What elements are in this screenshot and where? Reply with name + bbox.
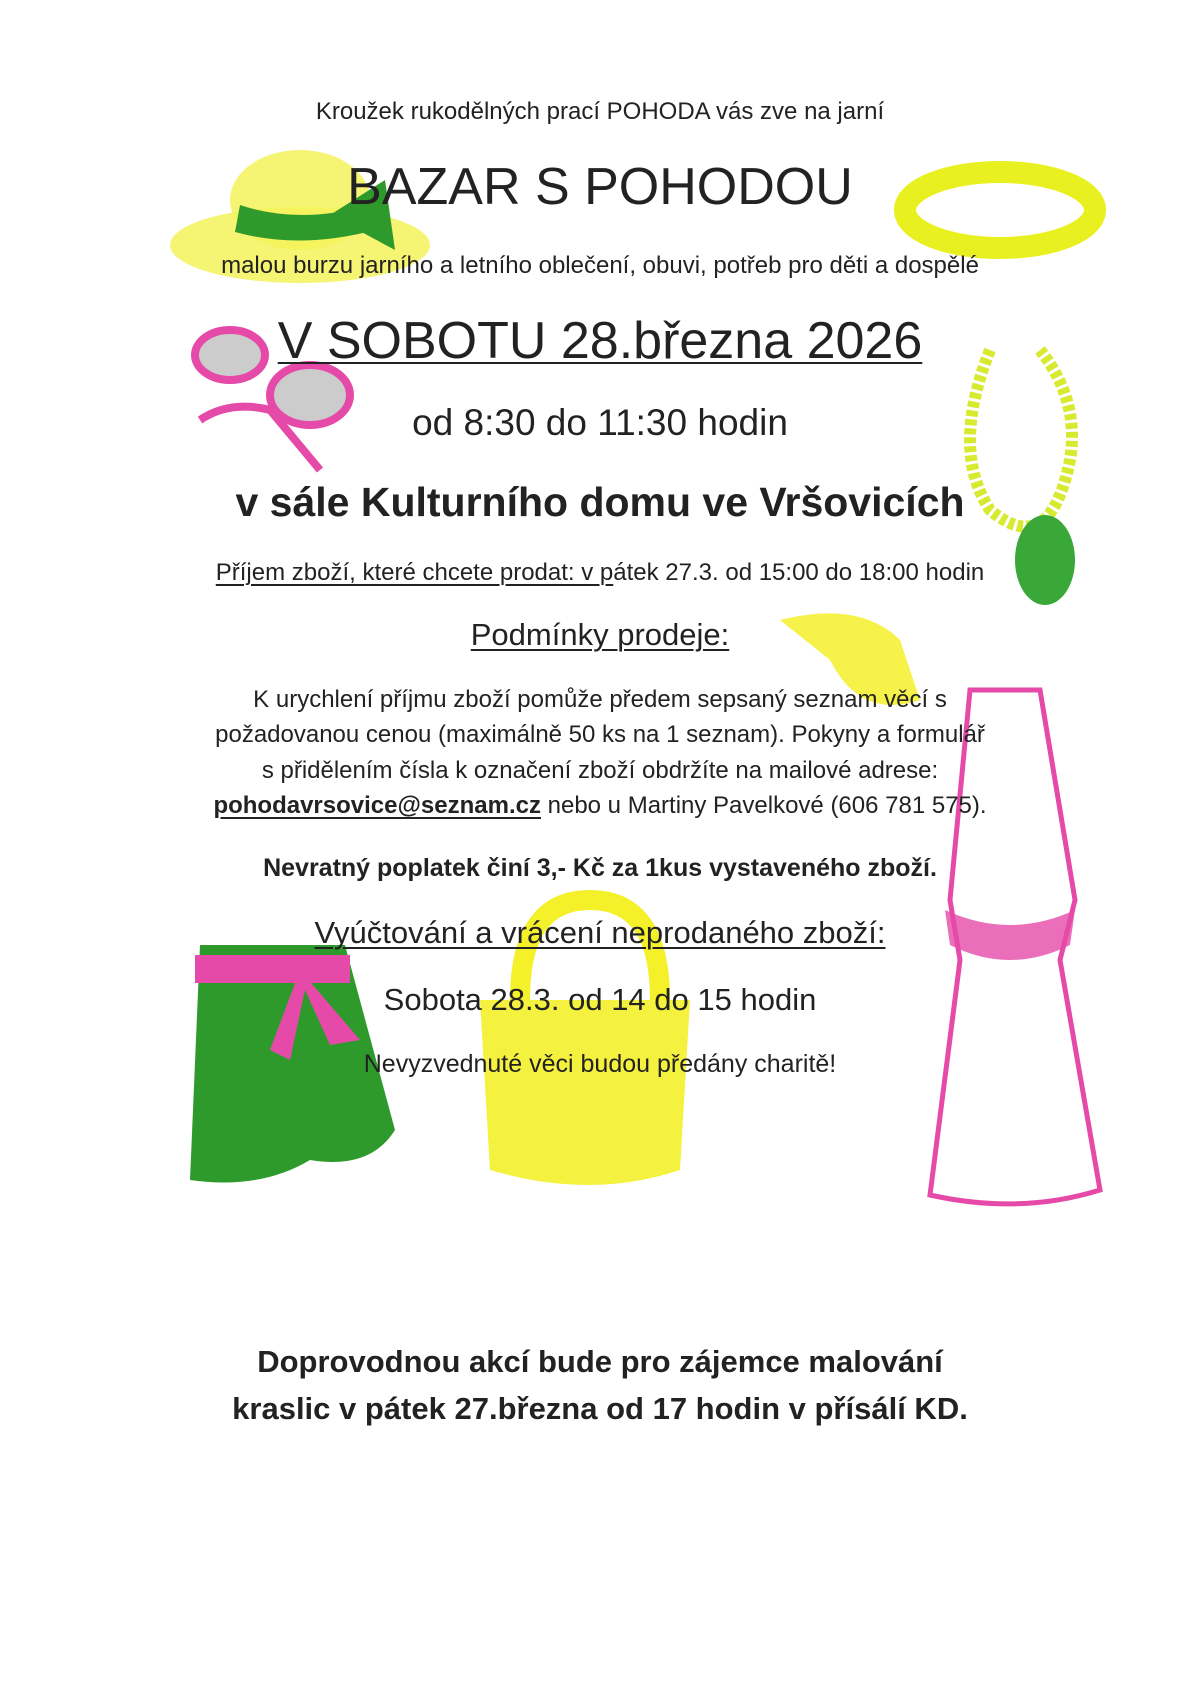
charity-note: Nevyzvednuté věci budou předány charitě! bbox=[363, 1050, 837, 1078]
conditions-line: s přidělením čísla k označení zboží obdržíte na mailové adrese: bbox=[261, 757, 939, 784]
intake-info bbox=[0, 559, 1200, 587]
poster-title: BAZAR S POHODOU bbox=[347, 158, 853, 216]
contact-line bbox=[0, 792, 1200, 820]
conditions-line: požadovanou cenou (maximálně 50 ks na 1 seznam). Pokyny a formulář bbox=[215, 721, 985, 748]
intake-info-underlined: Příjem zboží, které chcete prodat: v p bbox=[215, 559, 614, 586]
fee-info: Nevratný poplatek činí 3,- Kč za 1kus vystaveného zboží. bbox=[263, 854, 937, 882]
event-date: V SOBOTU 28.března 2026 bbox=[277, 312, 923, 370]
contact-rest: nebo u Martiny Pavelkové (606 781 575). bbox=[540, 792, 987, 819]
event-time: od 8:30 do 11:30 hodin bbox=[412, 402, 788, 443]
conditions-heading: Podmínky prodeje: bbox=[470, 617, 730, 652]
conditions-line: K urychlení příjmu zboží pomůže předem sepsaný seznam věcí s bbox=[253, 686, 947, 713]
email-link[interactable]: pohodavrsovice@seznam.cz bbox=[213, 792, 541, 819]
intake-info-rest: átek 27.3. od 15:00 do 18:00 hodin bbox=[613, 559, 985, 586]
settlement-heading: Vyúčtování a vrácení neprodaného zboží: bbox=[314, 915, 886, 950]
subtitle-text: malou burzu jarního a letního oblečení, obuvi, potřeb pro děti a dospělé bbox=[221, 252, 979, 279]
side-event-line: Doprovodnou akcí bude pro zájemce malování bbox=[257, 1344, 943, 1379]
event-venue: v sále Kulturního domu ve Vršovicích bbox=[235, 479, 965, 525]
settlement-time: Sobota 28.3. od 14 do 15 hodin bbox=[383, 982, 817, 1017]
intro-text: Kroužek rukodělných prací POHODA vás zve na jarní bbox=[315, 98, 885, 125]
side-event-line: kraslic v pátek 27.března od 17 hodin v přísálí KD. bbox=[232, 1391, 968, 1426]
